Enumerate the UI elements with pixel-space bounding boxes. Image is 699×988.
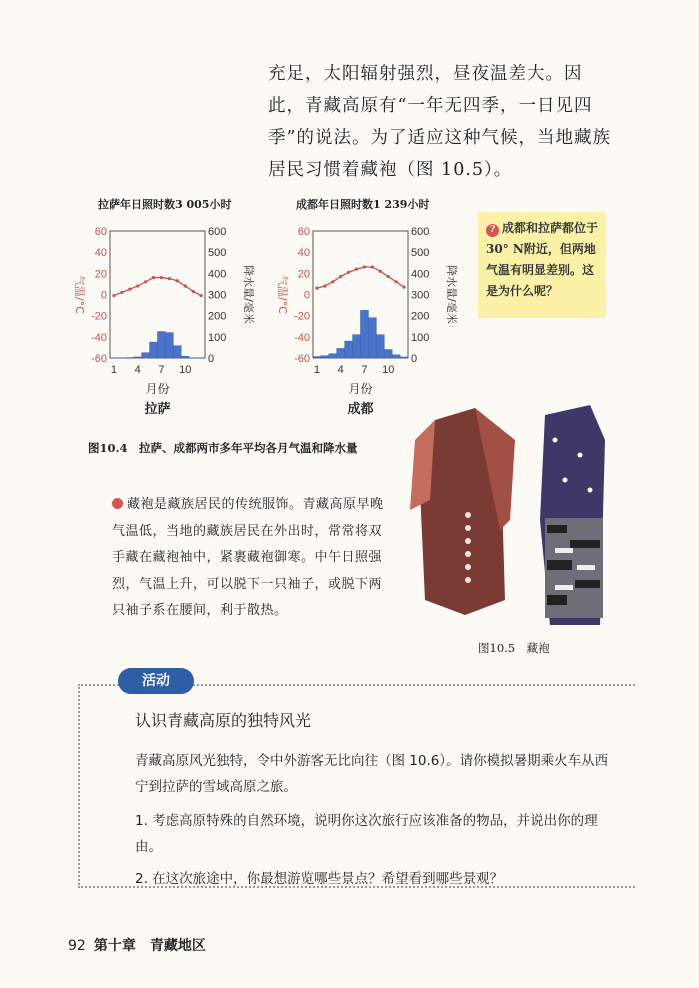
y-left-tick-label: -40 (294, 331, 310, 344)
precipitation-bar (173, 346, 181, 358)
temperature-point (347, 271, 350, 274)
y-left-tick-label: -60 (294, 353, 310, 365)
temperature-point (395, 280, 398, 283)
activity-item: 2. 在这次旅途中，你最想游览哪些景点？希望看到哪些景观？ (135, 871, 504, 887)
y-left-tick-label: -60 (91, 353, 107, 365)
x-axis-label: 月份 (145, 382, 170, 396)
temperature-point (199, 294, 202, 297)
precipitation-bar (165, 333, 173, 358)
note-text: 成都和拉萨都位于30° N附近，但两地气温有明显差别。这是为什么呢？ (486, 221, 599, 298)
precipitation-bar (392, 355, 400, 358)
y-right-tick-label: 200 (208, 310, 227, 323)
y-right-axis-label: 降水量/毫米 (445, 265, 458, 324)
activity-badge: 活动 (118, 668, 194, 694)
temperature-point (144, 280, 147, 283)
temperature-point (176, 279, 179, 282)
activity-title: 认识青藏高原的独特风光 (135, 711, 312, 730)
x-axis-label: 月份 (348, 382, 373, 396)
chengdu-climate-chart (263, 215, 463, 425)
temperature-line (114, 278, 201, 296)
question-note (478, 212, 606, 318)
city-label: 成都 (347, 402, 374, 417)
y-right-tick-label: 100 (411, 331, 430, 344)
city-label: 拉萨 (144, 402, 171, 417)
y-right-tick-label: 200 (411, 310, 430, 323)
x-tick-label: 7 (361, 364, 368, 376)
precipitation-bar (361, 310, 369, 358)
temperature-point (168, 277, 171, 280)
y-left-tick-label: 0 (303, 289, 310, 302)
y-left-tick-label: 20 (297, 268, 310, 281)
y-right-tick-label: 600 (411, 226, 430, 238)
precipitation-bar (134, 357, 142, 358)
precipitation-bar (142, 353, 150, 358)
body-paragraph: 充足，太阳辐射强烈，昼夜温差大。因此，青藏高原有“一年无四季，一日见四季”的说法。为了适应这种气候，当地藏族居民习惯着藏袍（图 10.5）。 (268, 64, 611, 180)
temperature-point (387, 275, 390, 278)
bullet-icon (112, 498, 123, 509)
precipitation-bar (353, 335, 361, 358)
x-tick-label: 4 (134, 364, 141, 376)
temperature-point (112, 294, 115, 297)
y-right-tick-label: 300 (411, 289, 430, 302)
precipitation-bar (321, 356, 329, 358)
activity-intro: 青藏高原风光独特，令中外游客无比向往（图 10.6）。请你模拟暑期乘火车从西宁到拉萨的雪域高原之旅。 (135, 753, 609, 795)
temperature-point (402, 285, 405, 288)
y-left-tick-label: 60 (297, 226, 310, 238)
precipitation-bar (345, 341, 353, 358)
x-tick-label: 4 (337, 364, 344, 376)
y-left-axis-label: 气温/°C (276, 275, 289, 314)
temperature-point (160, 276, 163, 279)
robe-text: 藏袍是藏族居民的传统服饰。青藏高原早晚气温低，当地的藏族居民在外出时，常常将双手藏在藏袍袖中，紧裹藏袍御寒。中午日照强烈，气温上升，可以脱下一只袖子，或脱下两只袖子系在腰间，利于散热。 (112, 497, 384, 618)
y-right-tick-label: 0 (411, 353, 418, 365)
x-tick-label: 10 (382, 364, 395, 376)
y-left-tick-label: 60 (94, 226, 107, 238)
precipitation-bar (337, 348, 345, 358)
temperature-point (315, 287, 318, 290)
lhasa-climate-chart (60, 215, 260, 425)
y-left-tick-label: -20 (91, 310, 107, 323)
y-left-tick-label: 40 (297, 247, 310, 260)
y-right-tick-label: 500 (411, 247, 430, 260)
page-number: 92 (68, 938, 86, 954)
temperature-point (136, 284, 139, 287)
y-right-tick-label: 500 (208, 247, 227, 260)
y-right-tick-label: 600 (208, 226, 227, 238)
y-right-tick-label: 300 (208, 289, 227, 302)
precipitation-bar (368, 318, 376, 358)
precipitation-bar (313, 357, 321, 358)
figure-10-5-caption: 图10.5 藏袍 (478, 641, 550, 655)
tibetan-robes-illustration (405, 400, 635, 635)
precipitation-bar (400, 357, 408, 358)
activity-item: 1. 考虑高原特殊的自然环境，说明你这次旅行应该准备的物品，并说出你的理由。 (135, 813, 598, 855)
x-tick-label: 1 (313, 364, 321, 376)
y-left-tick-label: -40 (91, 331, 107, 344)
temperature-point (331, 280, 334, 283)
figure-10-4-caption: 图10.4 拉萨、成都两市多年平均各月气温和降水量 (88, 441, 358, 455)
precipitation-bar (181, 356, 189, 358)
y-right-tick-label: 400 (208, 268, 227, 281)
y-left-tick-label: -20 (294, 310, 310, 323)
precipitation-bar (329, 354, 337, 358)
temperature-point (363, 265, 366, 268)
chapter-title: 第十章 青藏地区 (93, 938, 206, 954)
temperature-line (317, 267, 404, 288)
temperature-point (128, 288, 131, 291)
temperature-point (355, 268, 358, 271)
page-footer (68, 935, 206, 955)
temperature-point (152, 276, 155, 279)
temperature-point (379, 270, 382, 273)
temperature-point (192, 290, 195, 293)
x-tick-label: 1 (110, 364, 118, 376)
y-right-tick-label: 100 (208, 331, 227, 344)
precipitation-bar (376, 335, 384, 358)
precipitation-bar (158, 332, 166, 358)
precipitation-bar (150, 342, 158, 358)
y-right-tick-label: 400 (411, 268, 430, 281)
chengdu-chart-title: 成都年日照时数1 239小时 (296, 198, 430, 211)
question-icon: ? (486, 224, 499, 237)
lhasa-chart-title: 拉萨年日照时数3 005小时 (98, 198, 232, 211)
robe-description (112, 492, 392, 625)
y-left-axis-label: 气温/°C (73, 275, 86, 314)
y-left-tick-label: 40 (94, 247, 107, 260)
activity-content (135, 748, 615, 892)
temperature-point (371, 265, 374, 268)
temperature-point (323, 284, 326, 287)
temperature-point (184, 284, 187, 287)
temperature-point (339, 275, 342, 278)
y-right-axis-label: 降水量/毫米 (242, 265, 255, 324)
y-left-tick-label: 0 (100, 289, 107, 302)
precipitation-bar (384, 350, 392, 358)
temperature-point (120, 291, 123, 294)
x-tick-label: 10 (179, 364, 192, 376)
y-right-tick-label: 0 (208, 353, 215, 365)
x-tick-label: 7 (158, 364, 165, 376)
y-left-tick-label: 20 (94, 268, 107, 281)
